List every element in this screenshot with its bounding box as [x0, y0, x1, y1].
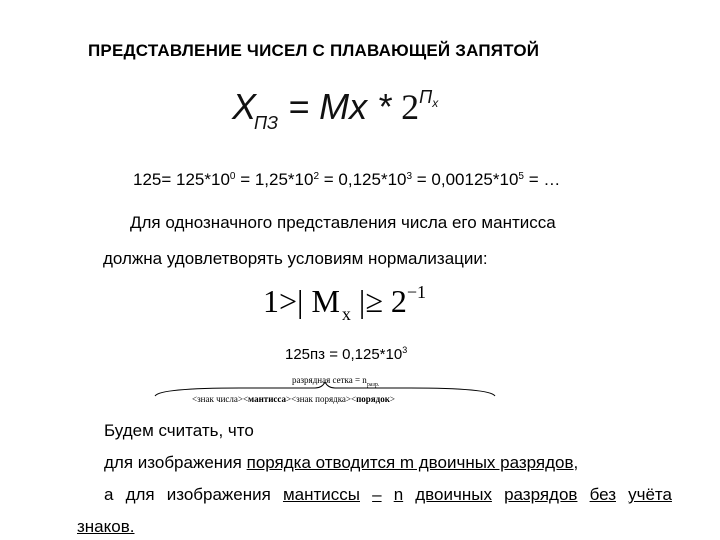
- order-text: для изображения: [104, 453, 247, 472]
- condition-exponent: −1: [406, 282, 427, 302]
- bit-layout: [192, 394, 395, 404]
- example-exponent: 3: [406, 171, 413, 182]
- order-bits-line: [104, 453, 578, 473]
- example-part: 125= 125*10: [133, 170, 230, 189]
- mantissa-underlined: n: [393, 485, 404, 504]
- formula-exponent: П: [419, 87, 433, 107]
- formula-lhs: X: [232, 86, 257, 127]
- bit-layout-part: >: [389, 394, 395, 404]
- example-part: = …: [523, 170, 561, 189]
- mantissa-underlined: учёта: [628, 485, 672, 504]
- mantissa-word: для: [125, 485, 155, 504]
- formula-lhs-subscript: ПЗ: [254, 113, 279, 133]
- example-equivalences: [133, 170, 560, 190]
- bit-layout-part: ><знак порядка><: [286, 394, 357, 404]
- mantissa-word: изображения: [166, 485, 271, 504]
- formula-base: 2: [401, 87, 420, 127]
- example-part: = 1,25*10: [235, 170, 314, 189]
- mantissa-word: а: [104, 485, 114, 504]
- bit-grid-text: разрядная сетка = n: [292, 375, 367, 385]
- example-normalized-base: 125пз = 0,125*10: [285, 346, 403, 363]
- order-underlined: порядка отводится m двоичных разрядов: [246, 453, 574, 472]
- mantissa-underlined: мантиссы: [282, 485, 360, 504]
- formula-rhs: = Mx *: [288, 86, 402, 127]
- mantissa-underlined: –: [372, 485, 382, 504]
- condition-right: |≥ 2: [350, 283, 407, 319]
- paragraph-line-1: Для однозначного представления числа его мантисса: [130, 213, 556, 232]
- example-exponent: 2: [313, 171, 320, 182]
- order-comma: ,: [573, 453, 579, 472]
- mantissa-underlined: без: [589, 485, 616, 504]
- normalization-condition: [263, 282, 427, 324]
- example-part: = 0,125*10: [319, 170, 407, 189]
- floating-point-formula: [232, 86, 439, 133]
- paragraph-line-2: должна удовлетворять условиям нормализации:: [103, 249, 488, 268]
- bit-grid-subscript: разр.: [366, 381, 380, 388]
- slide-title: ПРЕДСТАВЛЕНИЕ ЧИСЕЛ С ПЛАВАЮЩЕЙ ЗАПЯТОЙ: [88, 41, 540, 60]
- last-word: знаков.: [77, 517, 135, 536]
- example-normalized-exponent: 3: [402, 345, 408, 355]
- bit-layout-mantissa: мантисса: [248, 394, 287, 404]
- bit-layout-order: порядок: [356, 394, 390, 404]
- mantissa-underlined: двоичных: [415, 485, 492, 504]
- example-part: = 0,00125*10: [412, 170, 519, 189]
- mantissa-underlined: разрядов: [504, 485, 578, 504]
- mantissa-bits-line: [104, 485, 672, 505]
- condition-subscript: x: [341, 304, 351, 324]
- example-normalized: [285, 345, 407, 363]
- condition-left: 1>| M: [263, 283, 340, 319]
- consider-line: Будем считать, что: [104, 421, 254, 440]
- example-exponent: 0: [229, 171, 236, 182]
- example-exponent: 5: [518, 171, 524, 182]
- bit-layout-part: <знак числа><: [192, 394, 249, 404]
- formula-exponent-subscript: x: [432, 96, 439, 110]
